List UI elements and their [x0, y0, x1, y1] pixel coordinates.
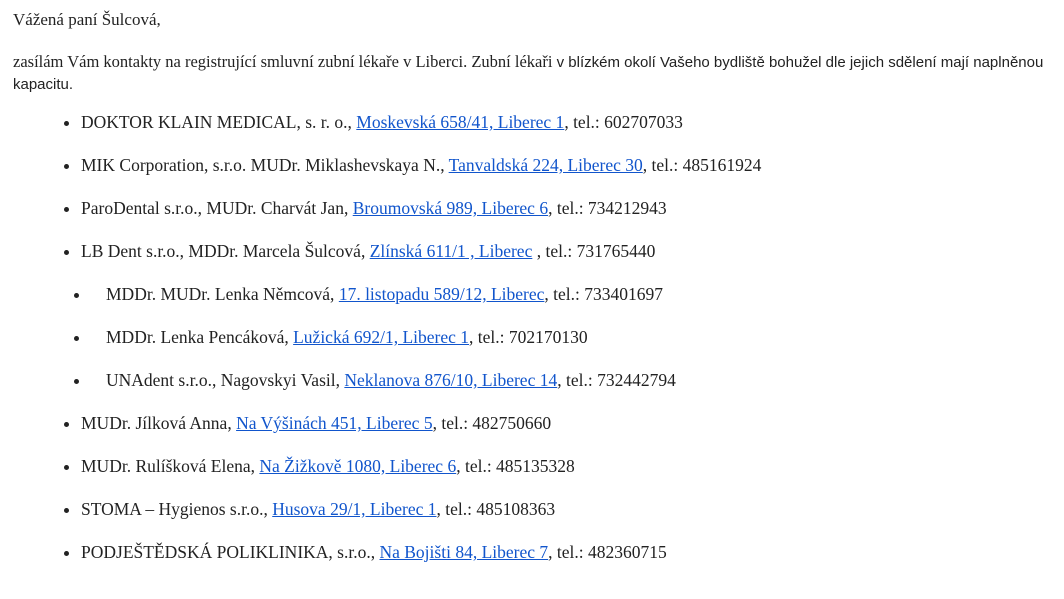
contact-name: MUDr. Jílková Anna, [81, 413, 237, 433]
list-bullet [74, 336, 79, 341]
address-link[interactable]: 17. listopadu 589/12, Liberec [338, 284, 545, 304]
contact-phone: , tel.: 485161924 [642, 155, 762, 175]
list-bullet [74, 379, 79, 384]
contact-name: LB Dent s.r.o., MDDr. Marcela Šulcová, [81, 241, 370, 261]
address-link[interactable]: Husova 29/1, Liberec 1 [272, 499, 437, 519]
list-item [81, 154, 761, 176]
address-link[interactable]: Na Bojišti 84, Liberec 7 [379, 542, 549, 562]
contact-name: PODJEŠTĚDSKÁ POLIKLINIKA, s.r.o., [81, 542, 380, 562]
address-link[interactable]: Lužická 692/1, Liberec 1 [293, 327, 470, 347]
contact-name: UNAdent s.r.o., Nagovskyi Vasil, [106, 370, 345, 390]
list-bullet [64, 551, 69, 556]
intro-text-serif: zasílám Vám kontakty na registrující smluvní zubní lékaře v Liberci. Zubní lékaři [13, 52, 553, 71]
address-link[interactable]: Na Žižkově 1080, Liberec 6 [259, 456, 457, 476]
contact-phone: , tel.: 731765440 [532, 241, 656, 261]
contact-name: MDDr. Lenka Pencáková, [106, 327, 294, 347]
list-item [81, 412, 551, 434]
list-bullet [64, 465, 69, 470]
contact-name: MDDr. MUDr. Lenka Němcová, [106, 284, 339, 304]
address-link[interactable]: Na Výšinách 451, Liberec 5 [236, 413, 433, 433]
contact-phone: , tel.: 732442794 [557, 370, 676, 390]
address-link[interactable]: Neklanova 876/10, Liberec 14 [344, 370, 558, 390]
list-bullet [74, 293, 79, 298]
contact-phone: , tel.: 482750660 [432, 413, 552, 433]
greeting: Vážená paní Šulcová, [13, 10, 161, 29]
list-bullet [64, 250, 69, 255]
list-item [81, 240, 655, 262]
intro-text-sans: v blízkém okolí Vašeho bydliště bohužel dle jejich sdělení mají naplněnou kapacitu. [13, 54, 1044, 93]
list-item [81, 111, 683, 133]
address-link[interactable]: Tanvaldská 224, Liberec 30 [448, 155, 643, 175]
contact-phone: , tel.: 485135328 [456, 456, 575, 476]
contact-phone: , tel.: 485108363 [436, 499, 556, 519]
list-item [81, 541, 667, 563]
list-item [81, 455, 575, 477]
address-link[interactable]: Moskevská 658/41, Liberec 1 [356, 112, 565, 132]
list-item [106, 326, 588, 348]
contact-phone: , tel.: 482360715 [548, 542, 667, 562]
contact-phone: , tel.: 602707033 [564, 112, 683, 132]
contact-name: MUDr. Rulíšková Elena, [81, 456, 260, 476]
contact-name: MIK Corporation, s.r.o. MUDr. Miklashevskaya N., [81, 155, 449, 175]
list-bullet [64, 508, 69, 513]
list-bullet [64, 121, 69, 126]
intro-paragraph [13, 51, 1053, 96]
list-item [81, 498, 555, 520]
contact-name: DOKTOR KLAIN MEDICAL, s. r. o., [81, 112, 357, 132]
address-link[interactable]: Broumovská 989, Liberec 6 [352, 198, 549, 218]
contact-phone: , tel.: 734212943 [548, 198, 667, 218]
contact-phone: , tel.: 702170130 [469, 327, 588, 347]
contact-name: STOMA – Hygienos s.r.o., [81, 499, 273, 519]
list-item [81, 197, 667, 219]
list-item [106, 369, 676, 391]
contact-name: ParoDental s.r.o., MUDr. Charvát Jan, [81, 198, 353, 218]
list-bullet [64, 422, 69, 427]
contact-phone: , tel.: 733401697 [544, 284, 664, 304]
list-bullet [64, 164, 69, 169]
list-bullet [64, 207, 69, 212]
address-link[interactable]: Zlínská 611/1 , Liberec [369, 241, 533, 261]
list-item [106, 283, 663, 305]
